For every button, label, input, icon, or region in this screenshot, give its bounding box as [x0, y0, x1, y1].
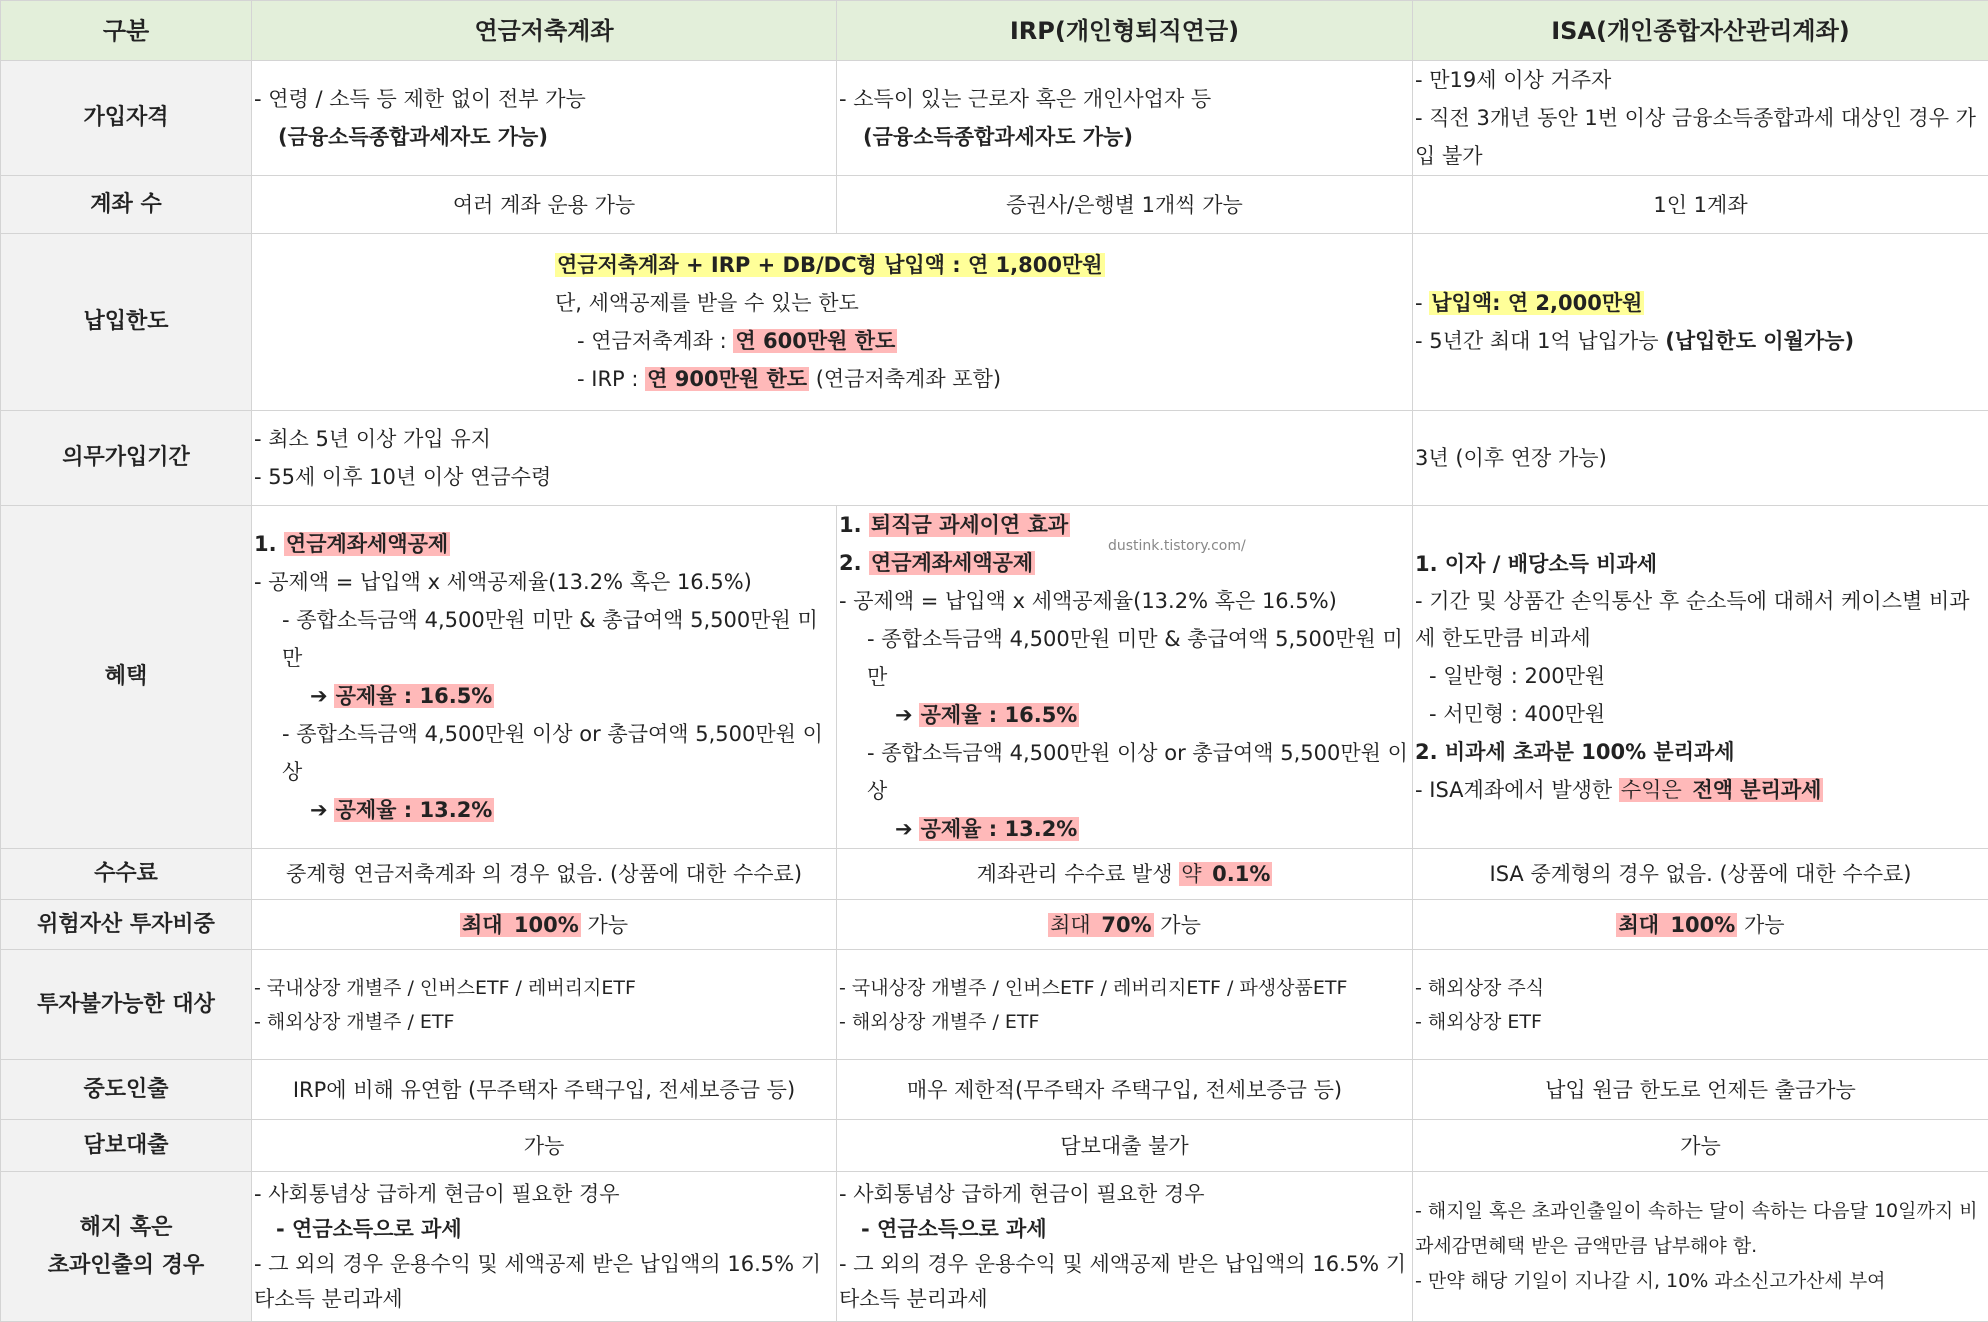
- text-line: - 직전 3개년 동안 1번 이상 금융소득종합과세 대상인 경우 가입 불가: [1415, 99, 1986, 175]
- highlight-pension-limit: 연 600만원 한도: [733, 329, 897, 353]
- text-line: - 종합소득금액 4,500만원 이상 or 총급여액 5,500만원 이상: [254, 715, 834, 791]
- cell-fee-isa: ISA 중계형의 경우 없음. (상품에 대한 수수료): [1413, 849, 1988, 900]
- row-limit: [1, 234, 1988, 411]
- text-line: - 55세 이후 10년 이상 연금수령: [254, 458, 1410, 496]
- highlight-rate: 공제율 : 16.5%: [919, 703, 1080, 727]
- text-line: 2.: [839, 551, 869, 575]
- cell-fee-irp: [837, 849, 1413, 900]
- watermark: dustink.tistory.com/: [1108, 538, 1246, 554]
- highlight-deferral: 퇴직금 과세이연 효과: [869, 513, 1070, 537]
- row-restricted: [1, 950, 1988, 1060]
- text-line: - 기간 및 상품간 손익통산 후 순소득에 대해서 케이스별 비과세 한도만큼 비과세: [1415, 583, 1986, 657]
- cell-accounts-irp: 증권사/은행별 1개씩 가능: [837, 176, 1413, 234]
- cell-risk-isa: [1413, 900, 1988, 950]
- text-line: - 소득이 있는 근로자 혹은 개인사업자 등: [839, 80, 1410, 118]
- cell-restricted-pension: [252, 950, 837, 1060]
- header-row: [1, 1, 1988, 61]
- text-line: - 사회통념상 급하게 현금이 필요한 경우: [839, 1177, 1410, 1212]
- row-period: [1, 411, 1988, 506]
- text-line: - 종합소득금액 4,500만원 이상 or 총급여액 5,500만원 이상: [839, 734, 1410, 810]
- text-line: (납입한도 이월가능): [1665, 329, 1854, 353]
- cell-accounts-pension: 여러 계좌 운용 가능: [252, 176, 837, 234]
- text-line: - 그 외의 경우 운용수익 및 세액공제 받은 납입액의 16.5% 기타소득 분리과세: [254, 1247, 834, 1317]
- row-benefit: [1, 506, 1988, 849]
- arrow-icon: ➔: [310, 798, 328, 822]
- cell-restricted-irp: [837, 950, 1413, 1060]
- cell-loan-isa: 가능: [1413, 1120, 1988, 1172]
- row-label: 혜택: [1, 506, 252, 849]
- cell-period-pension-irp: [252, 411, 1413, 506]
- cell-benefit-irp: [837, 506, 1413, 849]
- cell-cancel-irp: [837, 1172, 1413, 1322]
- cell-risk-irp: [837, 900, 1413, 950]
- highlight-ratio: 70%: [1099, 913, 1153, 937]
- highlight-rate: 공제율 : 13.2%: [919, 817, 1080, 841]
- cell-cancel-isa: [1413, 1172, 1988, 1322]
- highlight-text: 최대: [1616, 913, 1668, 937]
- cell-benefit-isa: [1413, 506, 1988, 849]
- cell-loan-irp: 담보대출 불가: [837, 1120, 1413, 1172]
- cell-withdraw-irp: 매우 제한적(무주택자 주택구입, 전세보증금 등): [837, 1060, 1413, 1120]
- text-line: - 해외상장 개별주 / ETF: [839, 1005, 1410, 1039]
- row-withdraw: [1, 1060, 1988, 1120]
- text-line: - 해외상장 개별주 / ETF: [254, 1005, 834, 1039]
- row-accounts: [1, 176, 1988, 234]
- highlight-irp-limit: 연 900만원 한도: [645, 367, 809, 391]
- row-label: 수수료: [1, 849, 252, 900]
- text-line: - 해외상장 주식: [1415, 971, 1986, 1005]
- cell-risk-pension: [252, 900, 837, 950]
- row-label: 의무가입기간: [1, 411, 252, 506]
- text-line: - 최소 5년 이상 가입 유지: [254, 420, 1410, 458]
- row-label: 투자불가능한 대상: [1, 950, 252, 1060]
- text-line: - 해외상장 ETF: [1415, 1005, 1986, 1039]
- highlight-text: 수익은: [1619, 778, 1691, 802]
- cell-limit-isa: [1413, 234, 1988, 411]
- highlight-tax-credit: 연금계좌세액공제: [869, 551, 1035, 575]
- text-line: - 그 외의 경우 운용수익 및 세액공제 받은 납입액의 16.5% 기타소득 분리과세: [839, 1247, 1410, 1317]
- text-line: 해지 혹은: [3, 1209, 249, 1247]
- cell-fee-pension: 중계형 연금저축계좌 의 경우 없음. (상품에 대한 수수료): [252, 849, 837, 900]
- text-line: - 공제액 = 납입액 x 세액공제율(13.2% 혹은 16.5%): [839, 582, 1410, 620]
- row-label: 계좌 수: [1, 176, 252, 234]
- highlight-text: 최대: [460, 913, 512, 937]
- text-line: - 서민형 : 400만원: [1415, 695, 1986, 733]
- header-isa: ISA(개인종합자산관리계좌): [1413, 1, 1988, 61]
- row-cancel: [1, 1172, 1988, 1322]
- header-category: 구분: [1, 1, 252, 61]
- row-label: 담보대출: [1, 1120, 252, 1172]
- text-line: 1.: [839, 513, 869, 537]
- text-line: (금융소득종합과세자도 가능): [839, 118, 1410, 156]
- text-line: 계좌관리 수수료 발생: [977, 862, 1180, 886]
- header-pension-savings: 연금저축계좌: [252, 1, 837, 61]
- highlight-tax-credit: 연금계좌세액공제: [284, 532, 450, 556]
- highlight-total-limit: 연금저축계좌 + IRP + DB/DC형 납입액 : 연 1,800만원: [555, 253, 1105, 277]
- highlight-text: 최대: [1048, 913, 1099, 937]
- text-line: (금융소득종합과세자도 가능): [254, 118, 834, 156]
- text-line: - 종합소득금액 4,500만원 미만 & 총급여액 5,500만원 미만: [839, 620, 1410, 696]
- text-line: 단, 세액공제를 받을 수 있는 한도: [555, 284, 1410, 322]
- text-line: - 일반형 : 200만원: [1415, 657, 1986, 695]
- row-label: 중도인출: [1, 1060, 252, 1120]
- arrow-icon: ➔: [310, 684, 328, 708]
- row-label: 납입한도: [1, 234, 252, 411]
- text-line: 1.: [254, 532, 284, 556]
- text-line: - IRP :: [577, 367, 645, 391]
- row-eligibility: [1, 61, 1988, 176]
- text-line: - 사회통념상 급하게 현금이 필요한 경우: [254, 1177, 834, 1212]
- text-line: - 연금소득으로 과세: [254, 1212, 834, 1247]
- highlight-rate: 공제율 : 16.5%: [334, 684, 495, 708]
- cell-loan-pension: 가능: [252, 1120, 837, 1172]
- row-label: [1, 1172, 252, 1322]
- highlight-isa-limit: 납입액: 연 2,000만원: [1429, 291, 1644, 315]
- highlight-ratio: 100%: [512, 913, 581, 937]
- header-irp: IRP(개인형퇴직연금): [837, 1, 1413, 61]
- text-line: -: [1415, 291, 1429, 315]
- text-line: - ISA계좌에서 발생한: [1415, 778, 1619, 802]
- text-line: - 국내상장 개별주 / 인버스ETF / 레버리지ETF / 파생상품ETF: [839, 971, 1410, 1005]
- highlight-ratio: 100%: [1668, 913, 1737, 937]
- arrow-icon: ➔: [895, 703, 913, 727]
- highlight-separate-tax: 전액 분리과세: [1690, 778, 1823, 802]
- text-line: - 연금저축계좌 :: [577, 329, 733, 353]
- text-line: 가능: [1154, 913, 1201, 937]
- text-line: 가능: [581, 913, 628, 937]
- text-line: 가능: [1737, 913, 1784, 937]
- cell-eligibility-pension: [252, 61, 837, 176]
- row-label: 가입자격: [1, 61, 252, 176]
- cell-restricted-isa: [1413, 950, 1988, 1060]
- cell-limit-pension-irp: [252, 234, 1413, 411]
- row-loan: [1, 1120, 1988, 1172]
- text-line: 초과인출의 경우: [3, 1247, 249, 1285]
- cell-withdraw-isa: 납입 원금 한도로 언제든 출금가능: [1413, 1060, 1988, 1120]
- text-line: (연금저축계좌 포함): [809, 367, 1001, 391]
- text-line: - 공제액 = 납입액 x 세액공제율(13.2% 혹은 16.5%): [254, 563, 834, 601]
- cell-benefit-pension: [252, 506, 837, 849]
- text-line: 1. 이자 / 배당소득 비과세: [1415, 545, 1986, 583]
- text-line: - 연금소득으로 과세: [839, 1212, 1410, 1247]
- cell-withdraw-pension: IRP에 비해 유연함 (무주택자 주택구입, 전세보증금 등): [252, 1060, 837, 1120]
- highlight-text: 약: [1179, 862, 1210, 886]
- text-line: - 해지일 혹은 초과인출일이 속하는 달이 속하는 다음달 10일까지 비과세감면혜택 받은 금액만큼 납부해야 함.: [1415, 1194, 1986, 1264]
- row-fee: [1, 849, 1988, 900]
- cell-period-isa: 3년 (이후 연장 가능): [1413, 411, 1988, 506]
- text-line: - 연령 / 소득 등 제한 없이 전부 가능: [254, 80, 834, 118]
- text-line: - 종합소득금액 4,500만원 미만 & 총급여액 5,500만원 미만: [254, 601, 834, 677]
- text-line: - 5년간 최대 1억 납입가능: [1415, 329, 1665, 353]
- text-line: - 만19세 이상 거주자: [1415, 61, 1986, 99]
- highlight-rate: 공제율 : 13.2%: [334, 798, 495, 822]
- text-line: - 만약 해당 기일이 지나갈 시, 10% 과소신고가산세 부여: [1415, 1264, 1986, 1299]
- row-risk: [1, 900, 1988, 950]
- cell-accounts-isa: 1인 1계좌: [1413, 176, 1988, 234]
- highlight-fee: 0.1%: [1210, 862, 1272, 886]
- text-line: - 국내상장 개별주 / 인버스ETF / 레버리지ETF: [254, 971, 834, 1005]
- arrow-icon: ➔: [895, 817, 913, 841]
- cell-eligibility-irp: [837, 61, 1413, 176]
- row-label: 위험자산 투자비중: [1, 900, 252, 950]
- cell-cancel-pension: [252, 1172, 837, 1322]
- cell-eligibility-isa: [1413, 61, 1988, 176]
- text-line: 2. 비과세 초과분 100% 분리과세: [1415, 733, 1986, 771]
